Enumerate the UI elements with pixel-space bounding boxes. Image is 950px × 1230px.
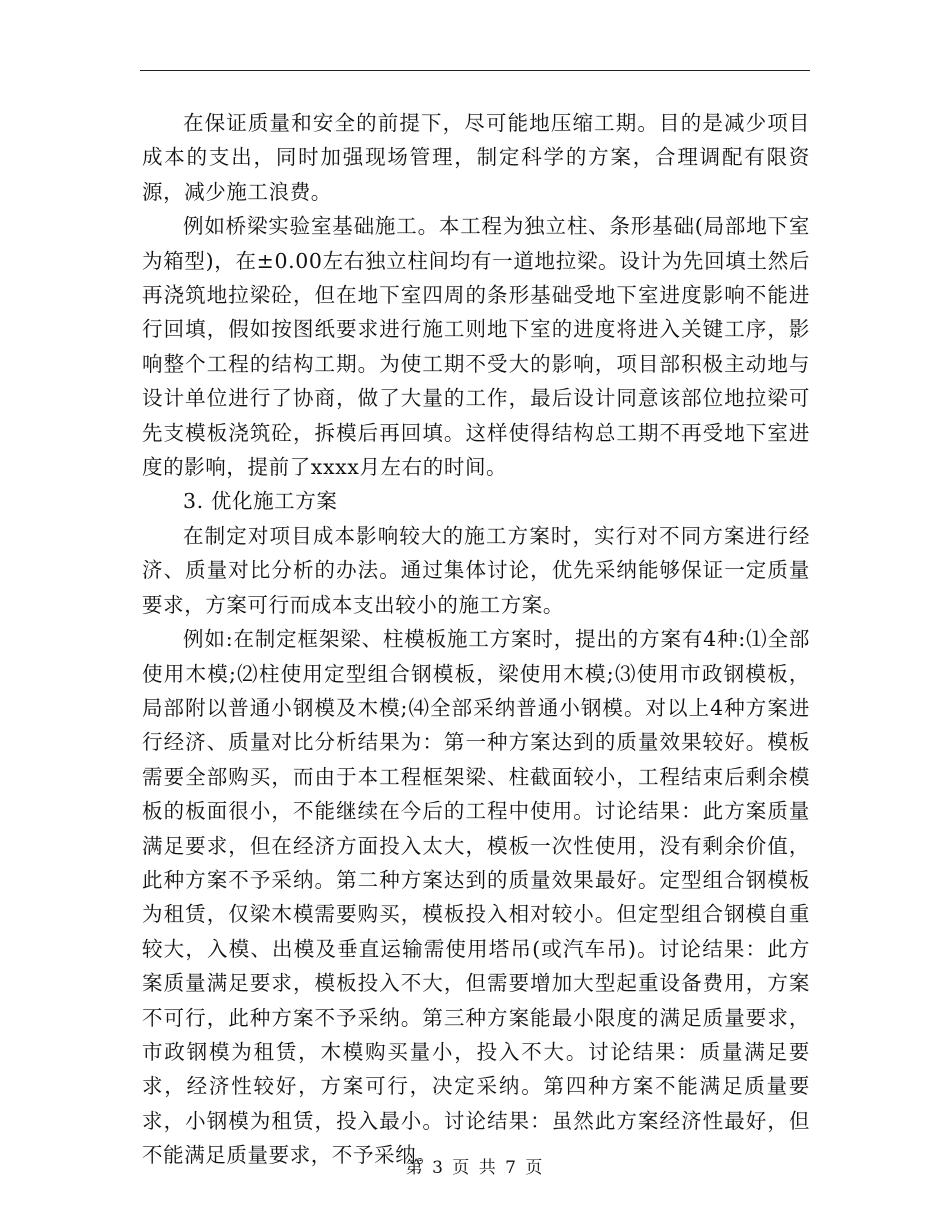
page-number: 第 3 页 共 7 页 bbox=[405, 1158, 545, 1178]
paragraph: 例如:在制定框架梁、柱模板施工方案时，提出的方案有4种:⑴全部使用木模;⑵柱使用定型组合钢模板，梁使用木模;⑶使用市政钢模板，局部附以普通小钢模及木模;⑷全部采纳普通小钢模。对以上4种方案进行经济、质量对比分析结果为：第一种方案达到的质量效果较好。模板需要全部购买，而由于本工程框架梁、柱截面较小，工程结束后剩余模板的板面很小，不能继续在今后的工程中使用。讨论结果：此方案质量满足要求，但在经济方面投入太大，模板一次性使用，没有剩余价值，此种方案不予采纳。第二种方案达到的质量效果最好。定型组合钢模板为租赁，仅梁木模需要购买，模板投入相对较小。但定型组合钢模自重较大，入模、出模及垂直运输需使用塔吊(或汽车吊)。讨论结果：此方案质量满足要求，模板投入不大，但需要增加大型起重设备费用，方案不可行，此种方案不予采纳。第三种方案能最小限度的满足质量要求，市政钢模为租赁，木模购买量小，投入不大。讨论结果：质量满足要求，经济性较好，方案可行，决定采纳。第四种方案不能满足质量要求，小钢模为租赁，投入最小。讨论结果：虽然此方案经济性最好，但不能满足质量要求，不予采纳。 bbox=[142, 627, 810, 1168]
paragraph: 例如桥梁实验室基础施工。本工程为独立柱、条形基础(局部地下室为箱型)，在±0.00左右独立柱间均有一道地拉梁。设计为先回填土然后再浇筑地拉梁砼，但在地下室四周的条形基础受地下室进度影响不能进行回填，假如按图纸要求进行施工则地下室的进度将进入关键工序，影响整个工程的结构工期。为使工期不受大的影响，项目部积极主动地与设计单位进行了协商，做了大量的工作，最后设计同意该部位地拉梁可先支模板浇筑砼，拆模后再回填。这样使得结构总工期不再受地下室进度的影响，提前了xxxx月左右的时间。 bbox=[142, 214, 810, 480]
section-heading: 3. 优化施工方案 bbox=[183, 489, 338, 514]
body-text bbox=[142, 106, 810, 1173]
page-footer bbox=[0, 1153, 950, 1178]
header-rule bbox=[140, 70, 810, 71]
paragraph: 在保证质量和安全的前提下，尽可能地压缩工期。目的是减少项目成本的支出，同时加强现场管理，制定科学的方案，合理调配有限资源，减少施工浪费。 bbox=[142, 111, 810, 204]
paragraph: 在制定对项目成本影响较大的施工方案时，实行对不同方案进行经济、质量对比分析的办法。通过集体讨论，优先采纳能够保证一定质量要求，方案可行而成本支出较小的施工方案。 bbox=[142, 523, 810, 617]
